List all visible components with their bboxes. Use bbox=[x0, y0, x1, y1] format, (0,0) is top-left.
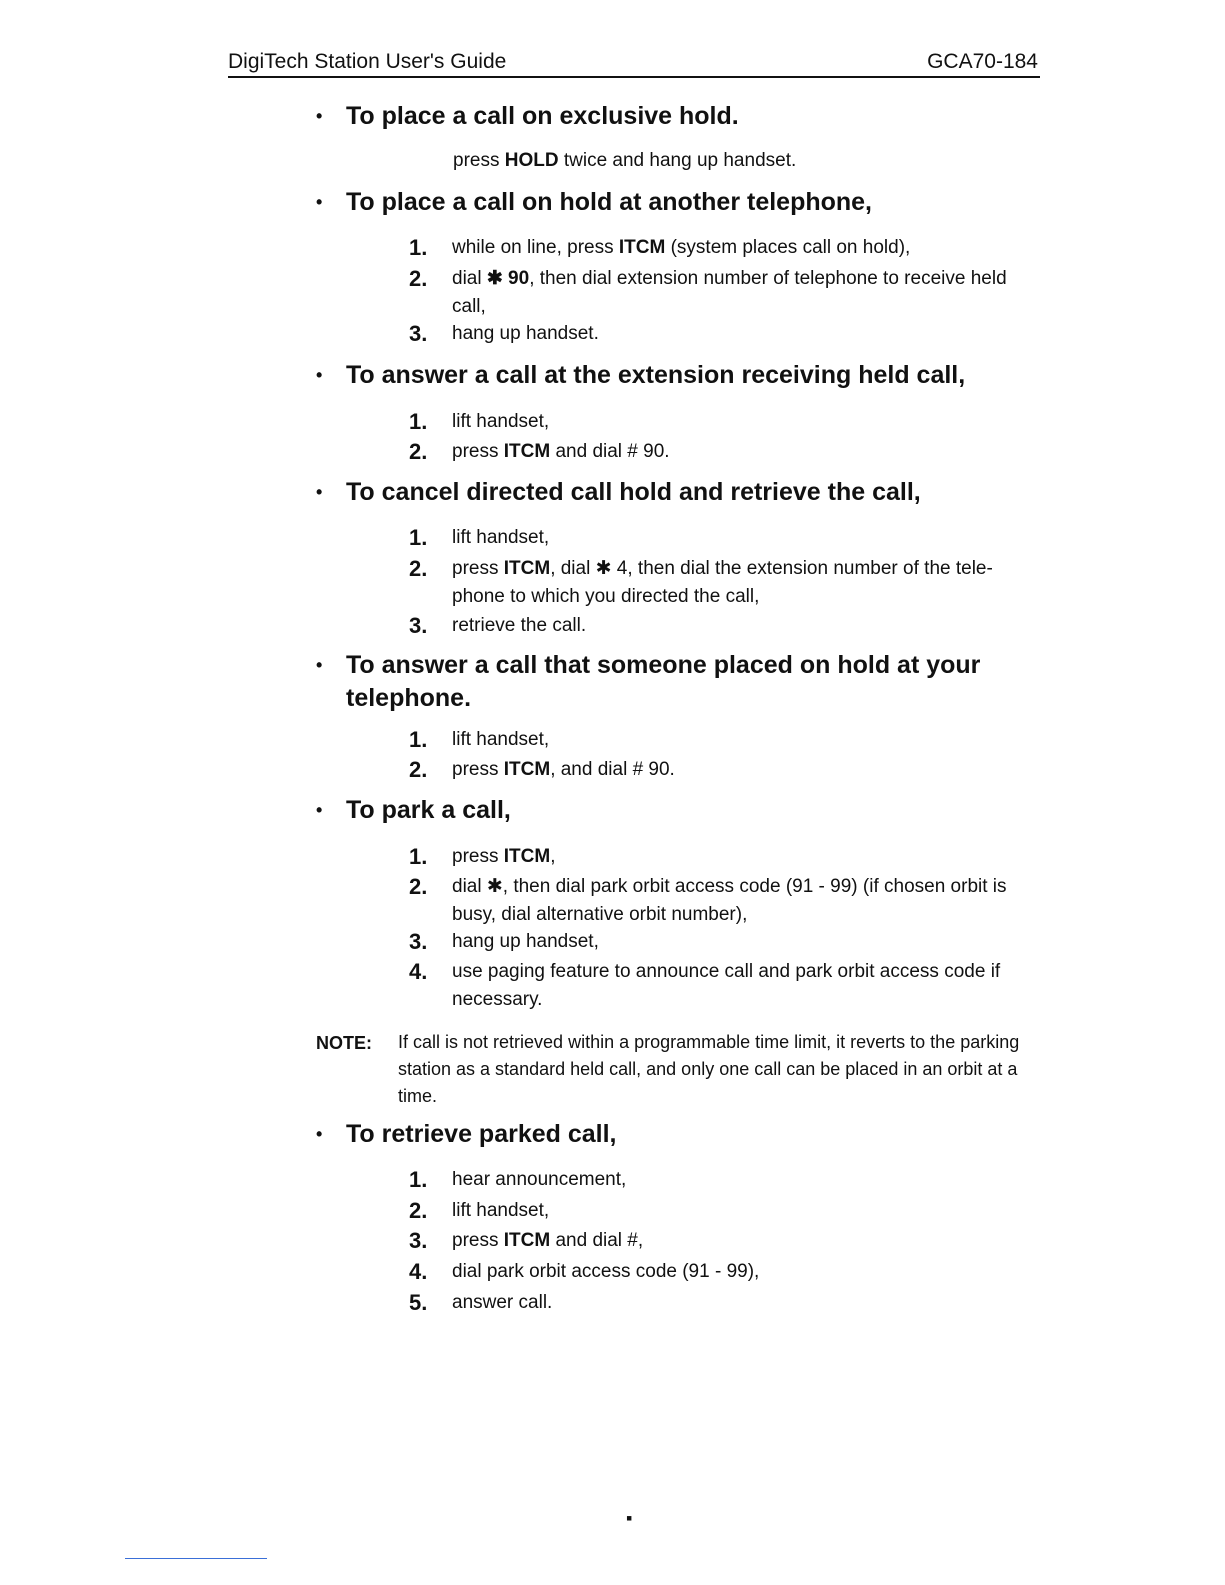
bullet-icon: • bbox=[316, 192, 323, 212]
bullet-icon: • bbox=[316, 106, 323, 126]
section-title-exclusive-hold: • To place a call on exclusive hold. bbox=[316, 100, 1016, 133]
bullet-icon: • bbox=[316, 482, 323, 502]
instruction-text: press HOLD twice and hang up handset. bbox=[453, 150, 797, 171]
section-title-answer-at-extension: • To answer a call at the extension receiving held call, bbox=[316, 359, 1016, 392]
list-item: 1. press ITCM, bbox=[409, 844, 556, 869]
list-item: 1. lift handset, bbox=[409, 525, 550, 550]
bullet-icon: • bbox=[316, 1124, 323, 1144]
list-item: 2. lift handset, bbox=[409, 1198, 550, 1223]
section-title-answer-held-at-your-telephone: • To answer a call that someone placed on hold at your telephone. bbox=[316, 651, 981, 712]
list-item: 3. retrieve the call. bbox=[409, 613, 587, 638]
list-item: 1. lift handset, bbox=[409, 409, 550, 434]
section-title-retrieve-parked-call: • To retrieve parked call, bbox=[316, 1118, 1016, 1151]
list-item: 1. while on line, press ITCM (system places call on hold), bbox=[409, 235, 911, 260]
list-item: 4. use paging feature to announce call and park orbit access code if necessary. bbox=[409, 959, 1001, 1010]
section-title-hold-another-telephone: • To place a call on hold at another telephone, bbox=[316, 186, 1016, 219]
header-doc-number: GCA70-184 bbox=[927, 50, 1038, 73]
list-item: 3. hang up handset, bbox=[409, 929, 599, 954]
list-item: 1. hear announcement, bbox=[409, 1167, 627, 1192]
list-item: 5. answer call. bbox=[409, 1290, 553, 1315]
list-item: 2. dial ✱ 90, then dial extension number of telephone to receive held call, bbox=[409, 266, 1007, 317]
divider bbox=[125, 1558, 267, 1559]
list-item: 2. dial ✱, then dial park orbit access code (91 - 99) (if chosen orbit is busy, dial alternative orbit number), bbox=[409, 874, 1007, 925]
header-title: DigiTech Station User's Guide bbox=[228, 50, 507, 73]
list-item: 1. lift handset, bbox=[409, 727, 550, 752]
list-item: 2. press ITCM, and dial # 90. bbox=[409, 757, 675, 782]
list-item: 3. hang up handset. bbox=[409, 321, 599, 346]
running-header bbox=[228, 46, 1040, 78]
list-item: 3. press ITCM and dial #, bbox=[409, 1228, 644, 1253]
note-label: NOTE: bbox=[316, 1033, 372, 1053]
section-title-cancel-directed-hold: • To cancel directed call hold and retrieve the call, bbox=[316, 476, 1016, 509]
page-mark: ▪ bbox=[626, 1508, 633, 1528]
section-title-park-a-call: • To park a call, bbox=[316, 794, 1016, 827]
list-item: 2. press ITCM, dial ✱ 4, then dial the extension number of the tele-phone to which you directed the call, bbox=[409, 556, 993, 607]
bullet-icon: • bbox=[316, 800, 323, 820]
list-item: 2. press ITCM and dial # 90. bbox=[409, 439, 670, 464]
bullet-icon: • bbox=[316, 365, 323, 385]
list-item: 4. dial park orbit access code (91 - 99), bbox=[409, 1259, 760, 1284]
note-text: If call is not retrieved within a programmable time limit, it reverts to the parking station as a standard held call, and only one call can be placed in an orbit at a time. bbox=[398, 1032, 1020, 1106]
bullet-icon: • bbox=[316, 655, 323, 675]
